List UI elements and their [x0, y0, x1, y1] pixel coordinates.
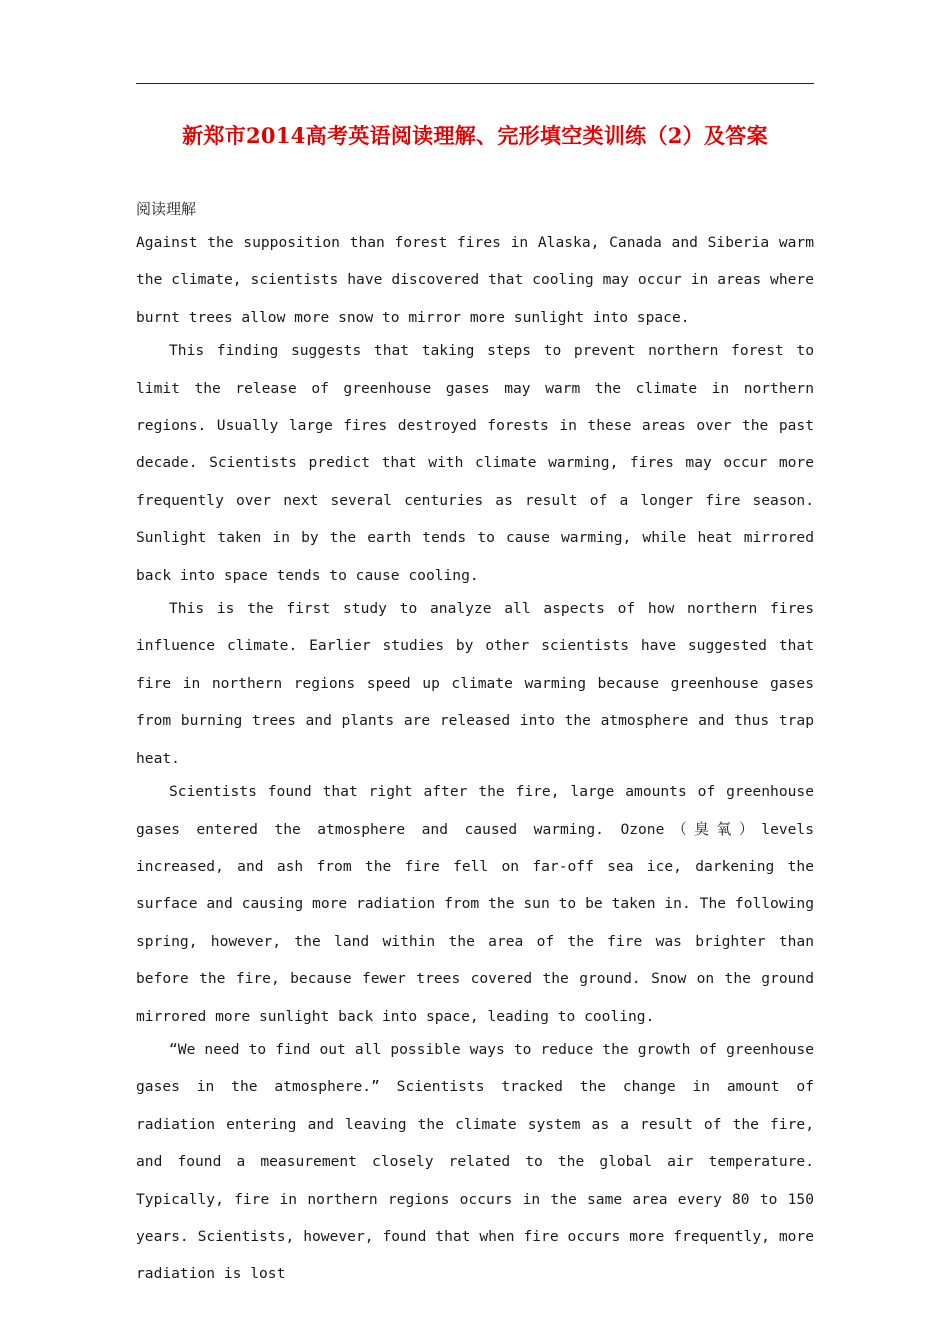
paragraph-2: This finding suggests that taking steps to prevent northern forest to limit the release of greenhouse gases may warm the climate in northern regions. Usually large fires destroyed forests in these areas over the past decade. Scientists predict that with climate warming, fires may occur more frequently over next several centuries as result of a longer fire season. Sunlight taken in by the earth tends to cause warming, while heat mirrored back into space tends to cause cooling. [136, 342, 814, 584]
section-label: 阅读理解 [136, 200, 197, 218]
document-title: 新郑市2014高考英语阅读理解、完形填空类训练（2）及答案 [182, 123, 768, 148]
paragraph-1: Against the supposition than forest fires in Alaska, Canada and Siberia warm the climate, scientists have discovered that cooling may occur in areas where burnt trees allow more snow to mirror more sunlight into space. [136, 234, 814, 326]
paragraph-3: This is the first study to analyze all aspects of how northern fires influence climate. Earlier studies by other scientists have suggested that fire in northern regions speed up climate warming because greenhouse gases from burning trees and plants are released into the atmosphere and thus trap heat. [136, 600, 814, 767]
reading-passage [136, 224, 814, 1289]
paragraph-5: “We need to find out all possible ways to reduce the growth of greenhouse gases in the atmosphere.” Scientists tracked the change in amount of radiation entering and leaving the climate system as a result of the fire, and found a measurement closely related to the global air temperature. Typically, fire in northern regions occurs in the same area every 80 to 150 years. Scientists, however, found that when fire occurs more frequently, more radiation is lost [136, 1040, 814, 1283]
header-rule [136, 83, 814, 84]
paragraph-4: Scientists found that right after the fire, large amounts of greenhouse gases entered the atmosphere and caused warming. Ozone（臭氧）levels increased, and ash from the fire fell on far-off sea ice, darkening the surface and causing more radiation from the sun to be taken in. The following spring, however, the land within the area of the fire was brighter than before the fire, because fewer trees covered the ground. Snow on the ground mirrored more sunlight back into space, leading to cooling. [136, 783, 814, 1025]
